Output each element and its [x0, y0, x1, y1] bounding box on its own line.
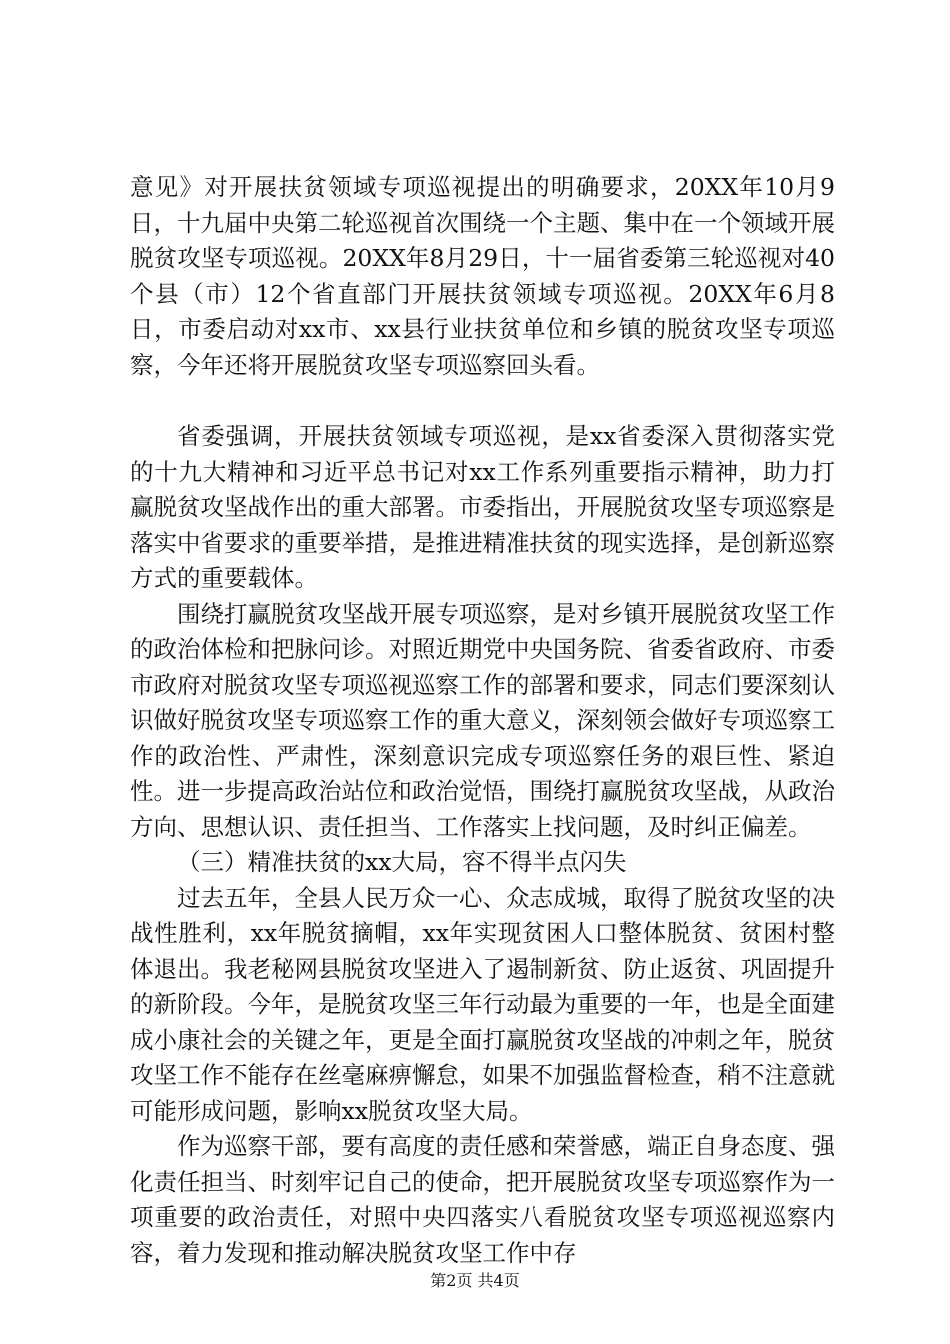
paragraph-1: 意见》对开展扶贫领域专项巡视提出的明确要求，20XX年10月9日，十九届中央第二轮巡视首次围绕一个主题、集中在一个领域开展脱贫攻坚专项巡视。20XX年8月29日，十一届省委第三轮巡视对40个县（市）12个省直部门开展扶贫领域专项巡视。20XX年6月8日，市委启动对xx市、xx县行业扶贫单位和乡镇的脱贫攻坚专项巡察，今年还将开展脱贫攻坚专项巡察回头看。 [130, 173, 835, 379]
paragraph-4: 过去五年，全县人民万众一心、众志成城，取得了脱贫攻坚的决战性胜利，xx年脱贫摘帽，xx年实现贫困人口整体脱贫、贫困村整体退出。我老秘网县脱贫攻坚进入了遏制新贫、防止返贫、巩固提升的新阶段。今年，是脱贫攻坚三年行动最为重要的一年，也是全面建成小康社会的关键之年，更是全面打赢脱贫攻坚战的冲刺之年，脱贫攻坚工作不能存在丝毫麻痹懈怠，如果不加强监督检查，稍不注意就可能形成问题，影响xx脱贫攻坚大局。 [130, 883, 835, 1125]
paragraph-3: 围绕打赢脱贫攻坚战开展专项巡察，是对乡镇开展脱贫攻坚工作的政治体检和把脉问诊。对照近期党中央国务院、省委省政府、市委市政府对脱贫攻坚专项巡视巡察工作的部署和要求，同志们要深刻认识做好脱贫攻坚专项巡察工作的重大意义，深刻领会做好专项巡察工作的政治性、严肃性，深刻意识完成专项巡察任务的艰巨性、紧迫性。进一步提高政治站位和政治觉悟，围绕打赢脱贫攻坚战，从政治方向、思想认识、责任担当、工作落实上找问题，及时纠正偏差。 [130, 599, 835, 841]
document-body [130, 170, 835, 1271]
section-heading: （三）精准扶贫的xx大局，容不得半点闪失 [177, 848, 627, 876]
paragraph-2: 省委强调，开展扶贫领域专项巡视，是xx省委深入贯彻落实党的十九大精神和习近平总书记对xx工作系列重要指示精神，助力打赢脱贫攻坚战作出的重大部署。市委指出，开展脱贫攻坚专项巡察是落实中省要求的重要举措，是推进精准扶贫的现实选择，是创新巡察方式的重要载体。 [130, 422, 835, 592]
paragraph-5: 作为巡察干部，要有高度的责任感和荣誉感，端正自身态度、强化责任担当、时刻牢记自己的使命，把开展脱贫攻坚专项巡察作为一项重要的政治责任，对照中央四落实八看脱贫攻坚专项巡视巡察内容，着力发现和推动解决脱贫攻坚工作中存 [130, 1132, 835, 1267]
page-footer: 第2页 共4页 [430, 1271, 520, 1290]
paragraph-gap [130, 383, 835, 419]
